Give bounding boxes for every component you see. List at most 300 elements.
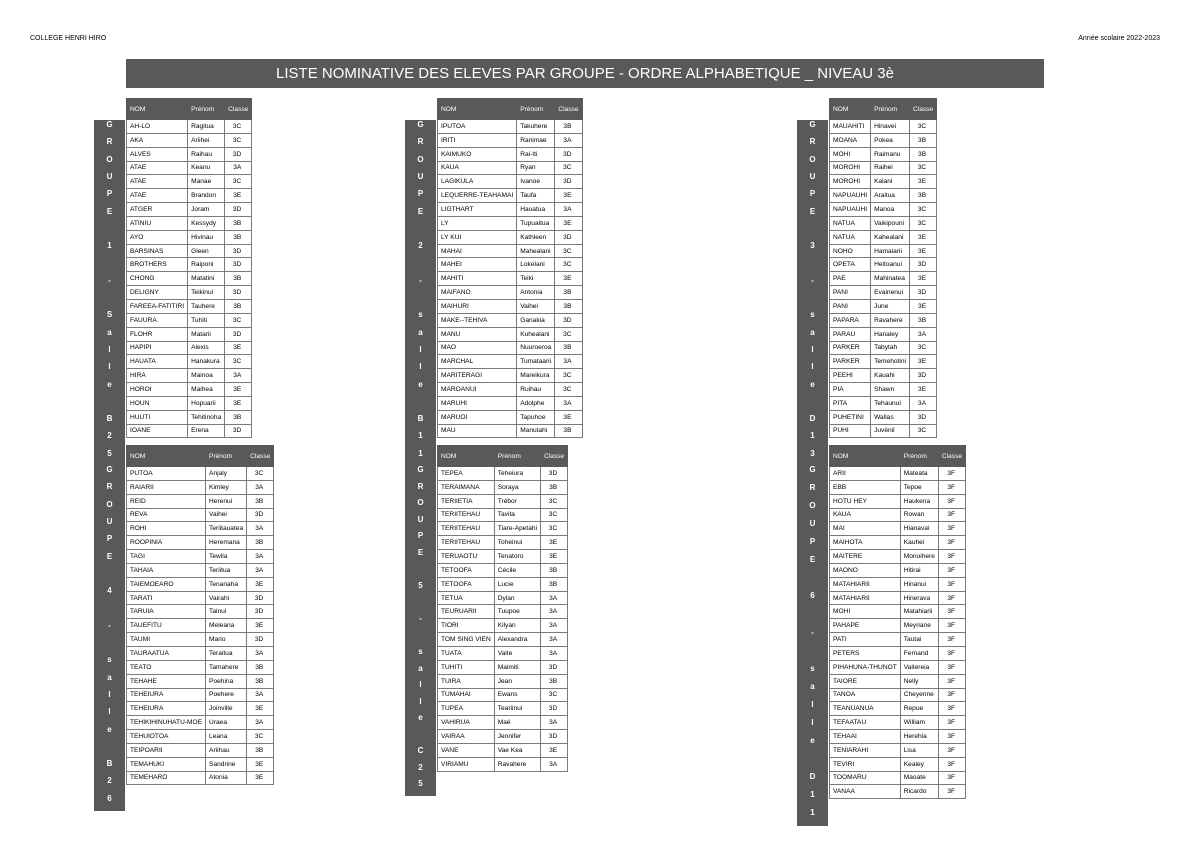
student-prenom: Tepoe bbox=[900, 480, 938, 494]
table-row bbox=[830, 716, 966, 730]
student-classe: 3B bbox=[555, 286, 582, 300]
student-prenom: Maoate bbox=[900, 771, 938, 785]
student-classe: 3F bbox=[938, 591, 965, 605]
student-nom: TETOOFA bbox=[438, 577, 495, 591]
student-nom: HUUTI bbox=[127, 410, 188, 424]
side-label-char: 2 bbox=[418, 762, 423, 772]
student-prenom: Vaite bbox=[494, 646, 540, 660]
side-label-char: G bbox=[106, 120, 113, 130]
student-prenom: Antonia bbox=[517, 286, 555, 300]
side-label-char: R bbox=[106, 482, 113, 492]
student-classe: 3B bbox=[225, 272, 252, 286]
side-label-char: U bbox=[809, 171, 816, 181]
student-classe: 3C bbox=[541, 494, 568, 508]
student-classe: 3E bbox=[909, 230, 936, 244]
table-row bbox=[830, 674, 966, 688]
student-prenom: Trébor bbox=[494, 494, 540, 508]
student-classe: 3E bbox=[247, 577, 274, 591]
student-classe: 3F bbox=[938, 563, 965, 577]
student-classe: 3F bbox=[938, 702, 965, 716]
table-row bbox=[127, 244, 252, 258]
column-header: NOM bbox=[438, 99, 517, 120]
student-prenom: Vaitereia bbox=[900, 660, 938, 674]
student-nom: PANI bbox=[830, 286, 871, 300]
student-classe: 3D bbox=[541, 702, 568, 716]
student-nom: IOANE bbox=[127, 424, 188, 438]
table-row bbox=[127, 743, 274, 757]
student-nom: TEFAATAU bbox=[830, 716, 901, 730]
student-nom: REID bbox=[127, 494, 206, 508]
student-classe: 3A bbox=[541, 633, 568, 647]
student-prenom: Rowan bbox=[900, 508, 938, 522]
student-nom: VAIRAA bbox=[438, 730, 495, 744]
table-row bbox=[127, 702, 274, 716]
side-label-char: O bbox=[106, 499, 113, 509]
side-label-char: P bbox=[809, 537, 816, 547]
student-prenom: Kilyan bbox=[494, 619, 540, 633]
student-nom: TAIORE bbox=[830, 674, 901, 688]
student-prenom: Manutahi bbox=[517, 424, 555, 438]
student-prenom: Kathleen bbox=[517, 230, 555, 244]
student-classe: 3B bbox=[225, 299, 252, 313]
student-prenom: Hivinau bbox=[188, 230, 225, 244]
student-prenom: Repue bbox=[900, 702, 938, 716]
student-classe: 3D bbox=[555, 230, 582, 244]
side-label-char: - bbox=[811, 275, 814, 285]
student-classe: 3B bbox=[247, 536, 274, 550]
student-prenom: Tabytah bbox=[871, 341, 910, 355]
table-row bbox=[127, 272, 252, 286]
table-header-row bbox=[127, 99, 252, 120]
student-prenom: Kauahi bbox=[871, 369, 910, 383]
student-nom: TERIITEHAU bbox=[438, 508, 495, 522]
student-nom: LY bbox=[438, 216, 517, 230]
student-classe: 3B bbox=[247, 674, 274, 688]
student-classe: 3A bbox=[541, 605, 568, 619]
student-nom: AYO bbox=[127, 230, 188, 244]
student-prenom: Teriitauatea bbox=[206, 522, 247, 536]
table-row bbox=[127, 327, 252, 341]
column-header: Classe bbox=[555, 99, 582, 120]
group-side-label bbox=[797, 120, 828, 466]
student-classe: 3E bbox=[225, 383, 252, 397]
group-side-label bbox=[797, 465, 828, 826]
student-prenom: Tupuaitua bbox=[517, 216, 555, 230]
table-row bbox=[830, 743, 966, 757]
side-label-char: a bbox=[418, 663, 423, 673]
group-side-label bbox=[94, 465, 125, 811]
student-prenom: Takuhere bbox=[517, 120, 555, 134]
student-prenom: Tewila bbox=[206, 550, 247, 564]
table-row bbox=[438, 424, 583, 438]
table-header-row bbox=[127, 446, 274, 467]
student-nom: MAKE--TEHIVA bbox=[438, 313, 517, 327]
student-classe: 3E bbox=[909, 272, 936, 286]
student-prenom: Manae bbox=[188, 175, 225, 189]
student-nom: IPUTOA bbox=[438, 120, 517, 134]
student-prenom: Mateata bbox=[900, 467, 938, 481]
side-label-char: 5 bbox=[418, 779, 423, 789]
student-nom: TUMAHAI bbox=[438, 688, 495, 702]
student-prenom: Lisa bbox=[900, 743, 938, 757]
table-row bbox=[438, 757, 568, 771]
student-nom: FAUURA bbox=[127, 313, 188, 327]
student-prenom: Poehere bbox=[206, 688, 247, 702]
side-label-char: l bbox=[811, 717, 814, 727]
student-prenom: Teraitua bbox=[206, 646, 247, 660]
student-nom: TOOMARU bbox=[830, 771, 901, 785]
student-classe: 3C bbox=[909, 341, 936, 355]
student-nom: TENIARAHI bbox=[830, 743, 901, 757]
table-row bbox=[127, 341, 252, 355]
side-label-char: 5 bbox=[107, 448, 112, 458]
student-classe: 3F bbox=[938, 785, 965, 799]
student-nom: ATAE bbox=[127, 161, 188, 175]
student-nom: ROHI bbox=[127, 522, 206, 536]
group-side-label bbox=[94, 120, 125, 466]
student-classe: 3F bbox=[938, 480, 965, 494]
student-classe: 3C bbox=[225, 120, 252, 134]
table-row bbox=[438, 410, 583, 424]
student-prenom: Teriitua bbox=[206, 563, 247, 577]
student-prenom: Tautai bbox=[900, 633, 938, 647]
student-classe: 3E bbox=[247, 771, 274, 785]
student-classe: 3D bbox=[555, 147, 582, 161]
student-classe: 3C bbox=[247, 467, 274, 481]
side-label-char: E bbox=[106, 551, 113, 561]
student-classe: 3F bbox=[938, 536, 965, 550]
table-row bbox=[830, 730, 966, 744]
student-prenom: Hamaiarii bbox=[871, 244, 910, 258]
table-row bbox=[438, 467, 568, 481]
student-prenom: Ivanoe bbox=[517, 175, 555, 189]
student-classe: 3F bbox=[938, 757, 965, 771]
student-classe: 3D bbox=[541, 660, 568, 674]
side-label-char: E bbox=[106, 206, 113, 216]
side-label-char: l bbox=[108, 344, 111, 354]
student-classe: 3C bbox=[555, 369, 582, 383]
student-prenom: Brandon bbox=[188, 189, 225, 203]
page-title: LISTE NOMINATIVE DES ELEVES PAR GROUPE - ORDRE ALPHABETIQUE _ NIVEAU 3è bbox=[126, 59, 1044, 88]
student-prenom: Poehina bbox=[206, 674, 247, 688]
student-nom: HAPIPI bbox=[127, 341, 188, 355]
side-label-char: s bbox=[810, 310, 815, 320]
student-classe: 3A bbox=[247, 522, 274, 536]
column-header: Classe bbox=[225, 99, 252, 120]
column-header: NOM bbox=[127, 99, 188, 120]
student-prenom: Nuuroeroa bbox=[517, 341, 555, 355]
table-row bbox=[830, 341, 937, 355]
table-row bbox=[127, 286, 252, 300]
table-row bbox=[127, 563, 274, 577]
student-prenom: Maimiti bbox=[494, 660, 540, 674]
student-nom: PEEHI bbox=[830, 369, 871, 383]
side-label-char: 1 bbox=[810, 789, 815, 799]
student-prenom: Tehitinoha bbox=[188, 410, 225, 424]
student-classe: 3B bbox=[541, 577, 568, 591]
student-nom: FAREEA-FATITIRI bbox=[127, 299, 188, 313]
student-nom: PUHI bbox=[830, 424, 871, 438]
side-label-char: 6 bbox=[107, 793, 112, 803]
student-prenom: Temehotini bbox=[871, 355, 910, 369]
student-classe: 3A bbox=[225, 369, 252, 383]
student-nom: MAHEI bbox=[438, 258, 517, 272]
table-row bbox=[127, 216, 252, 230]
student-prenom: Taufa bbox=[517, 189, 555, 203]
student-prenom: Ariihau bbox=[206, 743, 247, 757]
student-classe: 3F bbox=[938, 730, 965, 744]
student-classe: 3B bbox=[909, 189, 936, 203]
table-row bbox=[830, 605, 966, 619]
side-label-char: B bbox=[417, 414, 424, 424]
student-nom: MAROANUI bbox=[438, 383, 517, 397]
student-nom: TEHEIURA bbox=[127, 702, 206, 716]
student-prenom: Gleen bbox=[188, 244, 225, 258]
table-row bbox=[830, 633, 966, 647]
student-prenom: Herenui bbox=[206, 494, 247, 508]
student-nom: TERIIETIA bbox=[438, 494, 495, 508]
student-prenom: Tuhiti bbox=[188, 313, 225, 327]
student-nom: TEIPOARII bbox=[127, 743, 206, 757]
table-row bbox=[127, 619, 274, 633]
column-header: Classe bbox=[541, 446, 568, 467]
table-row bbox=[127, 230, 252, 244]
student-classe: 3E bbox=[225, 341, 252, 355]
student-nom: PATI bbox=[830, 633, 901, 647]
student-classe: 3C bbox=[555, 383, 582, 397]
student-nom: TEANUANUA bbox=[830, 702, 901, 716]
column-header: Prénom bbox=[206, 446, 247, 467]
table-row bbox=[127, 591, 274, 605]
student-classe: 3E bbox=[909, 244, 936, 258]
student-nom: IRITI bbox=[438, 133, 517, 147]
student-prenom: William bbox=[900, 716, 938, 730]
student-nom: TEVIRI bbox=[830, 757, 901, 771]
side-label-char: l bbox=[811, 362, 814, 372]
group-side-label bbox=[405, 120, 436, 466]
table-row bbox=[830, 536, 966, 550]
side-label-char: D bbox=[809, 771, 816, 781]
student-prenom: Nelly bbox=[900, 674, 938, 688]
student-prenom: Araitua bbox=[871, 189, 910, 203]
student-prenom: Kealey bbox=[900, 757, 938, 771]
table-row bbox=[438, 743, 568, 757]
student-prenom: Meleana bbox=[206, 619, 247, 633]
table-row bbox=[438, 369, 583, 383]
student-nom: AKA bbox=[127, 133, 188, 147]
table-row bbox=[830, 467, 966, 481]
student-prenom: Atonia bbox=[206, 771, 247, 785]
table-row bbox=[438, 619, 568, 633]
side-label-char: l bbox=[419, 344, 422, 354]
side-label-char: O bbox=[809, 501, 816, 511]
student-nom: ATAE bbox=[127, 175, 188, 189]
student-nom: MOROHI bbox=[830, 161, 871, 175]
student-classe: 3D bbox=[225, 327, 252, 341]
table-row bbox=[127, 688, 274, 702]
side-label-char: S bbox=[106, 310, 113, 320]
student-prenom: Tehaunui bbox=[871, 396, 910, 410]
student-prenom: Monoihere bbox=[900, 550, 938, 564]
table-header-row bbox=[438, 99, 583, 120]
student-nom: MOANA bbox=[830, 133, 871, 147]
student-classe: 3C bbox=[225, 355, 252, 369]
student-prenom: Evainenui bbox=[871, 286, 910, 300]
student-prenom: Mahinatea bbox=[871, 272, 910, 286]
student-prenom: Heremana bbox=[206, 536, 247, 550]
student-classe: 3B bbox=[555, 120, 582, 134]
side-label-char: l bbox=[108, 707, 111, 717]
student-prenom: Cheyenne bbox=[900, 688, 938, 702]
table-row bbox=[830, 688, 966, 702]
student-classe: 3F bbox=[938, 522, 965, 536]
student-prenom: Jean bbox=[494, 674, 540, 688]
student-nom: MAITERE bbox=[830, 550, 901, 564]
student-classe: 3C bbox=[555, 327, 582, 341]
student-prenom: Tapuhoe bbox=[517, 410, 555, 424]
student-classe: 3E bbox=[225, 189, 252, 203]
student-classe: 3D bbox=[225, 203, 252, 217]
student-classe: 3F bbox=[938, 743, 965, 757]
column-header: NOM bbox=[438, 446, 495, 467]
student-classe: 3A bbox=[247, 480, 274, 494]
table-row bbox=[830, 327, 937, 341]
table-row bbox=[830, 577, 966, 591]
student-classe: 3B bbox=[225, 410, 252, 424]
student-nom: TEHEIURA bbox=[127, 688, 206, 702]
student-prenom: Ganakia bbox=[517, 313, 555, 327]
side-label-char: P bbox=[809, 189, 816, 199]
student-nom: RAIARII bbox=[127, 480, 206, 494]
student-nom: PIA bbox=[830, 383, 871, 397]
table-row bbox=[830, 494, 966, 508]
table-row bbox=[830, 161, 937, 175]
student-prenom: Ranimae bbox=[517, 133, 555, 147]
student-nom: MARCHAL bbox=[438, 355, 517, 369]
table-row bbox=[830, 147, 937, 161]
student-prenom: Dylan bbox=[494, 591, 540, 605]
student-nom: MARITERAGI bbox=[438, 369, 517, 383]
side-label-char: 1 bbox=[810, 808, 815, 818]
side-label-char: 1 bbox=[418, 448, 423, 458]
table-row bbox=[830, 757, 966, 771]
side-label-char: P bbox=[106, 534, 113, 544]
student-classe: 3E bbox=[909, 355, 936, 369]
student-nom: ATAE bbox=[127, 189, 188, 203]
student-nom: MAIHURI bbox=[438, 299, 517, 313]
side-label-char: e bbox=[810, 379, 815, 389]
student-prenom: Raimanu bbox=[871, 147, 910, 161]
student-prenom: Vae Kea bbox=[494, 743, 540, 757]
student-classe: 3D bbox=[541, 730, 568, 744]
column-header: NOM bbox=[127, 446, 206, 467]
student-classe: 3D bbox=[225, 258, 252, 272]
student-prenom: Teiki bbox=[517, 272, 555, 286]
side-label-char: a bbox=[418, 327, 423, 337]
side-label-char: B bbox=[106, 759, 113, 769]
student-classe: 3C bbox=[225, 133, 252, 147]
student-classe: 3A bbox=[247, 688, 274, 702]
table-row bbox=[127, 550, 274, 564]
student-prenom: Jennifer bbox=[494, 730, 540, 744]
table-row bbox=[830, 355, 937, 369]
student-prenom: Alexis bbox=[188, 341, 225, 355]
student-classe: 3A bbox=[909, 327, 936, 341]
table-row bbox=[438, 383, 583, 397]
table-row bbox=[438, 591, 568, 605]
student-prenom: Kahealani bbox=[871, 230, 910, 244]
student-prenom: Soraya bbox=[494, 480, 540, 494]
student-nom: TUATA bbox=[438, 646, 495, 660]
student-nom: NAPUAUHI bbox=[830, 189, 871, 203]
student-prenom: Tiare-Apetahi bbox=[494, 522, 540, 536]
side-label-char: D bbox=[809, 414, 816, 424]
table-row bbox=[438, 508, 568, 522]
side-label-char: - bbox=[108, 275, 111, 285]
side-label-char: e bbox=[107, 724, 112, 734]
student-nom: TUPEA bbox=[438, 702, 495, 716]
student-classe: 3C bbox=[555, 161, 582, 175]
student-prenom: Ravahere bbox=[494, 757, 540, 771]
table-row bbox=[127, 633, 274, 647]
side-label-char: 4 bbox=[107, 586, 112, 596]
table-row bbox=[438, 355, 583, 369]
side-label-char: 1 bbox=[810, 431, 815, 441]
student-classe: 3A bbox=[555, 355, 582, 369]
student-nom: FLOHR bbox=[127, 327, 188, 341]
student-nom: MAU bbox=[438, 424, 517, 438]
student-nom: HAUATA bbox=[127, 355, 188, 369]
table-row bbox=[830, 522, 966, 536]
table-row bbox=[127, 660, 274, 674]
student-prenom: Hitirai bbox=[900, 563, 938, 577]
side-label-char: s bbox=[418, 647, 423, 657]
table-row bbox=[438, 299, 583, 313]
student-prenom: Raihei bbox=[871, 161, 910, 175]
side-label-char: R bbox=[106, 137, 113, 147]
student-nom: ATINIU bbox=[127, 216, 188, 230]
student-nom: TEMEHARO bbox=[127, 771, 206, 785]
side-label-char: E bbox=[809, 206, 816, 216]
table-row bbox=[438, 258, 583, 272]
table-row bbox=[830, 785, 966, 799]
table-row bbox=[830, 591, 966, 605]
student-classe: 3B bbox=[247, 494, 274, 508]
student-classe: 3D bbox=[225, 244, 252, 258]
table-row bbox=[127, 605, 274, 619]
table-row bbox=[127, 674, 274, 688]
student-classe: 3A bbox=[909, 396, 936, 410]
student-nom: VIRIAMU bbox=[438, 757, 495, 771]
table-row bbox=[127, 396, 252, 410]
table-row bbox=[438, 120, 583, 134]
student-classe: 3C bbox=[909, 203, 936, 217]
student-classe: 3E bbox=[225, 396, 252, 410]
student-classe: 3C bbox=[225, 175, 252, 189]
table-row bbox=[438, 161, 583, 175]
student-classe: 3A bbox=[541, 591, 568, 605]
student-prenom: Ricardo bbox=[900, 785, 938, 799]
student-prenom: Rai-Iti bbox=[517, 147, 555, 161]
student-nom: TEHUIOTOA bbox=[127, 730, 206, 744]
student-prenom: Tavita bbox=[494, 508, 540, 522]
student-classe: 3C bbox=[541, 508, 568, 522]
student-classe: 3A bbox=[247, 563, 274, 577]
student-classe: 3E bbox=[555, 272, 582, 286]
student-classe: 3D bbox=[555, 175, 582, 189]
column-header: Prénom bbox=[494, 446, 540, 467]
side-label-char: l bbox=[419, 696, 422, 706]
